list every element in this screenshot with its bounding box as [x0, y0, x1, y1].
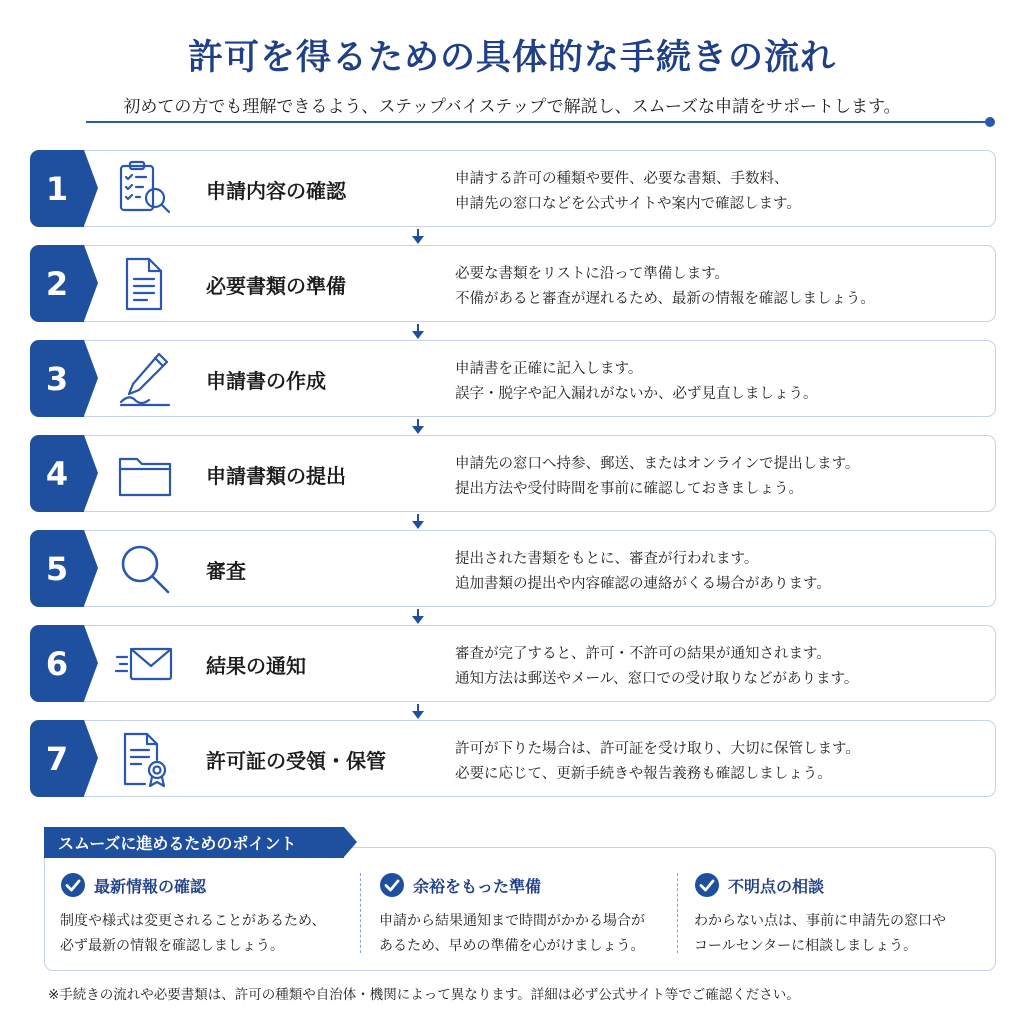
tip-text — [60, 909, 360, 959]
step-description-line: 通知方法は郵送やメール、窓口での受け取りなどがあります。 — [455, 671, 859, 687]
step-number: 2 — [30, 245, 84, 322]
tip-text — [379, 909, 679, 959]
magnifier-icon — [115, 540, 175, 598]
step-3 — [30, 340, 996, 417]
folder-icon — [115, 445, 175, 503]
step-description-line: 不備があると審査が遅れるため、最新の情報を確認しましょう。 — [455, 291, 875, 307]
down-arrow-icon — [408, 418, 428, 436]
step-description-line: 追加書類の提出や内容確認の連絡がくる場合があります。 — [455, 576, 831, 592]
check-circle-icon — [694, 872, 720, 898]
step-5 — [30, 530, 996, 607]
step-description-line: 申請する許可の種類や要件、必要な書類、手数料、 — [455, 171, 789, 187]
page-subtitle: 初めての方でも理解できるよう、ステップバイステップで解説し、スムーズな申請をサポートします。 — [123, 97, 901, 117]
step-6 — [30, 625, 996, 702]
step-title: 申請書類の提出 — [206, 464, 346, 488]
step-title: 必要書類の準備 — [206, 274, 346, 298]
step-description — [455, 452, 990, 502]
step-description-line: 許可が下りた場合は、許可証を受け取り、大切に保管します。 — [455, 741, 860, 757]
certificate-icon — [115, 730, 175, 788]
step-number: 1 — [30, 150, 84, 227]
step-title: 申請内容の確認 — [206, 179, 346, 203]
step-description-line: 審査が完了すると、許可・不許可の結果が通知されます。 — [455, 646, 831, 662]
step-description — [455, 642, 990, 692]
step-description-line: 提出された書類をもとに、審査が行われます。 — [455, 551, 759, 567]
tip-title: 不明点の相談 — [728, 876, 825, 896]
step-4 — [30, 435, 996, 512]
tip-item — [60, 870, 360, 959]
tip-text-line: 申請から結果通知まで時間がかかる場合が — [379, 913, 645, 929]
tip-text-line: わからない点は、事前に申請先の窓口や — [694, 913, 946, 929]
step-description — [455, 547, 990, 597]
step-description — [455, 737, 990, 787]
step-title: 結果の通知 — [206, 654, 306, 678]
tip-title: 最新情報の確認 — [94, 876, 207, 896]
envelope-icon — [115, 635, 175, 693]
tip-item — [379, 870, 679, 959]
tip-text-line: あるため、早めの準備を心がけましょう。 — [379, 938, 645, 954]
step-description-line: 必要に応じて、更新手続きや報告義務も確認しましょう。 — [455, 766, 832, 782]
step-2 — [30, 245, 996, 322]
step-description — [455, 167, 990, 217]
tip-text — [694, 909, 994, 959]
step-description-line: 申請先の窓口などを公式サイトや案内で確認します。 — [455, 196, 801, 212]
step-number: 3 — [30, 340, 84, 417]
down-arrow-icon — [408, 228, 428, 246]
step-title: 許可証の受領・保管 — [206, 749, 386, 773]
tip-divider — [360, 873, 361, 953]
down-arrow-icon — [408, 323, 428, 341]
tip-item — [694, 870, 994, 959]
step-number: 7 — [30, 720, 84, 797]
step-1 — [30, 150, 996, 227]
step-description-line: 提出方法や受付時間を事前に確認しておきましょう。 — [455, 481, 803, 497]
step-7 — [30, 720, 996, 797]
step-description-line: 必要な書類をリストに沿って準備します。 — [455, 266, 730, 282]
subtitle-divider-dot — [985, 117, 995, 127]
document-icon — [115, 255, 175, 313]
step-description — [455, 357, 990, 407]
step-description — [455, 262, 990, 312]
down-arrow-icon — [408, 608, 428, 626]
step-number: 6 — [30, 625, 84, 702]
step-title: 審査 — [206, 559, 246, 583]
footnote: ※手続きの流れや必要書類は、許可の種類や自治体・機関によって異なります。詳細は必ず公式サイト等でご確認ください。 — [48, 987, 800, 1003]
down-arrow-icon — [408, 703, 428, 721]
step-description-line: 申請書を正確に記入します。 — [455, 361, 643, 377]
down-arrow-icon — [408, 513, 428, 531]
checklist-search-icon — [115, 160, 175, 218]
step-number: 4 — [30, 435, 84, 512]
pen-icon — [115, 350, 175, 408]
check-circle-icon — [60, 872, 86, 898]
step-title: 申請書の作成 — [206, 369, 326, 393]
step-number: 5 — [30, 530, 84, 607]
page-title: 許可を得るための具体的な手続きの流れ — [187, 38, 836, 78]
tip-title: 余裕をもった準備 — [413, 876, 542, 896]
tip-divider — [677, 873, 678, 953]
check-circle-icon — [379, 872, 405, 898]
subtitle-divider — [86, 121, 992, 123]
tip-text-line: 必ず最新の情報を確認しましょう。 — [60, 938, 284, 954]
tips-panel-label: スムーズに進めるためのポイント — [44, 827, 344, 858]
tip-text-line: コールセンターに相談しましょう。 — [694, 938, 918, 954]
tip-text-line: 制度や様式は変更されることがあるため、 — [60, 913, 326, 929]
step-description-line: 誤字・脱字や記入漏れがないか、必ず見直しましょう。 — [455, 386, 818, 402]
step-description-line: 申請先の窓口へ持参、郵送、またはオンラインで提出します。 — [455, 456, 860, 472]
